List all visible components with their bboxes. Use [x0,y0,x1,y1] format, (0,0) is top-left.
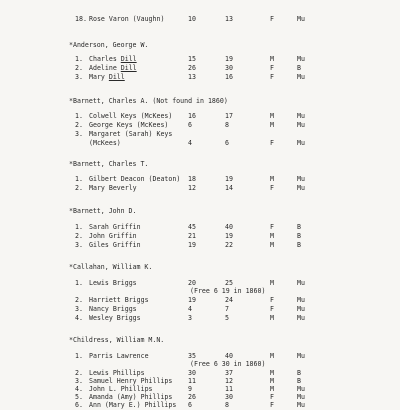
race-value: Mu [297,112,305,120]
sex-value: F [270,64,274,72]
slave-entry-row [0,130,400,139]
slave-entry-row [0,223,400,232]
age-est: 30 [225,64,233,72]
sex-value: M [270,279,274,287]
owner-heading [0,41,400,50]
entry-name: Amanda (Amy) Phillips [89,393,173,401]
race-value: Mu [297,296,305,304]
sex-value: F [270,401,274,409]
entry-name: Wesley Briggs [89,314,141,322]
race-value: B [297,223,301,231]
age-1860: 15 [188,55,196,63]
age-est: 8 [225,401,229,409]
entry-number: 6. [75,401,83,409]
entry-name: Charles Dill [89,55,137,63]
entry-name: Sarah Griffin [89,223,141,231]
age-est: 19 [225,55,233,63]
entry-number: 2. [75,232,83,240]
age-est: 30 [225,393,233,401]
entry-number: 1. [75,112,83,120]
age-est: 40 [225,352,233,360]
entry-number: 1. [75,55,83,63]
age-est: 22 [225,241,233,249]
race-value: Mu [297,279,305,287]
age-1860: 26 [188,64,196,72]
entry-number: 2. [75,121,83,129]
entry-name: Giles Griffin [89,241,141,249]
entry-name: Rose Varon (Vaughn) [89,15,165,23]
sex-value: M [270,377,274,385]
race-value: B [297,377,301,385]
entry-number: 1. [75,175,83,183]
owner-heading [0,263,400,272]
age-1860: 20 [188,279,196,287]
sex-value: M [270,314,274,322]
note-line [0,360,400,369]
entry-number: 18. [75,15,87,23]
race-value: Mu [297,15,305,23]
sex-value: M [270,385,274,393]
race-value: Mu [297,139,305,147]
entry-name: (McKees) [89,139,121,147]
entry-name: Gilbert Deacon (Deaton) [89,175,181,183]
age-1860: 19 [188,296,196,304]
entry-name: Colwell Keys (McKees) [89,112,173,120]
entry-name: Mary Beverly [89,184,137,192]
sex-value: M [270,232,274,240]
age-est: 37 [225,369,233,377]
slave-entry-row [0,15,400,24]
entry-name: John L. Phillips [89,385,153,393]
owner-name: *Barnett, Charles A. (Not found in 1860) [69,97,228,105]
race-value: B [297,369,301,377]
entry-name: Parris Lawrence [89,352,149,360]
slave-entry-row [0,55,400,64]
sex-value: M [270,55,274,63]
age-est: 13 [225,15,233,23]
slave-entry-row [0,296,400,305]
sex-value: F [270,73,274,81]
age-1860: 6 [188,401,192,409]
sex-value: M [270,369,274,377]
age-est: 11 [225,385,233,393]
owner-name: *Anderson, George W. [69,41,149,49]
entry-number: 3. [75,241,83,249]
entry-name: John Griffin [89,232,137,240]
sex-value: F [270,15,274,23]
age-est: 25 [225,279,233,287]
sex-value: F [270,296,274,304]
entry-number: 3. [75,377,83,385]
entry-number: 2. [75,64,83,72]
owner-name: *Barnett, Charles T. [69,160,149,168]
age-1860: 4 [188,305,192,313]
owner-name: *Childress, William M.N. [69,336,165,344]
age-1860: 18 [188,175,196,183]
age-est: 12 [225,377,233,385]
age-est: 17 [225,112,233,120]
free-note: (Free 6 19 in 1860) [190,287,266,295]
entry-name: Ann (Mary E.) Phillips [89,401,177,409]
race-value: Mu [297,121,305,129]
owner-heading [0,336,400,345]
owner-heading [0,97,400,106]
entry-number: 4. [75,385,83,393]
free-note: (Free 6 30 in 1860) [190,360,266,368]
race-value: Mu [297,305,305,313]
race-value: B [297,64,301,72]
entry-name: Samuel Henry Phillips [89,377,173,385]
age-1860: 19 [188,241,196,249]
age-est: 16 [225,73,233,81]
owner-name: *Callahan, William K. [69,263,153,271]
entry-number: 3. [75,130,83,138]
entry-number: 2. [75,369,83,377]
race-value: Mu [297,352,305,360]
race-value: Mu [297,175,305,183]
race-value: Mu [297,401,305,409]
entry-name: Nancy Briggs [89,305,137,313]
slave-entry-row [0,73,400,82]
race-value: Mu [297,385,305,393]
age-1860: 16 [188,112,196,120]
entry-name: Lewis Phillips [89,369,145,377]
slave-entry-row [0,401,400,410]
age-1860: 13 [188,73,196,81]
age-est: 7 [225,305,229,313]
entry-name: George Keys (McKees) [89,121,169,129]
owner-name: *Barnett, John D. [69,207,137,215]
entry-number: 1. [75,352,83,360]
sex-value: M [270,241,274,249]
slave-entry-row [0,64,400,73]
age-est: 5 [225,314,229,322]
entry-number: 3. [75,305,83,313]
race-value: Mu [297,314,305,322]
sex-value: M [270,352,274,360]
sex-value: M [270,112,274,120]
age-1860: 30 [188,369,196,377]
entry-name: Adeline Dill [89,64,137,72]
entry-number: 2. [75,184,83,192]
age-1860: 6 [188,121,192,129]
entry-number: 4. [75,314,83,322]
entry-number: 1. [75,279,83,287]
age-est: 19 [225,175,233,183]
slave-entry-row [0,232,400,241]
entry-name: Harriett Briggs [89,296,149,304]
age-1860: 3 [188,314,192,322]
note-line [0,287,400,296]
age-est: 40 [225,223,233,231]
sex-value: F [270,393,274,401]
race-value: Mu [297,184,305,192]
entry-number: 3. [75,73,83,81]
race-value: Mu [297,393,305,401]
slave-entry-row [0,112,400,121]
owner-heading [0,207,400,216]
slave-entry-row [0,121,400,130]
sex-value: F [270,139,274,147]
age-est: 14 [225,184,233,192]
age-1860: 45 [188,223,196,231]
age-1860: 21 [188,232,196,240]
entry-name: Lewis Briggs [89,279,137,287]
sex-value: F [270,223,274,231]
slave-entry-row [0,184,400,193]
race-value: Mu [297,55,305,63]
age-1860: 35 [188,352,196,360]
slave-entry-row [0,305,400,314]
race-value: B [297,232,301,240]
age-1860: 11 [188,377,196,385]
entry-number: 1. [75,223,83,231]
slave-entry-row [0,175,400,184]
entry-name: Mary Dill [89,73,125,81]
age-est: 19 [225,232,233,240]
slave-entry-row [0,241,400,250]
age-est: 24 [225,296,233,304]
race-value: Mu [297,73,305,81]
age-1860: 26 [188,393,196,401]
slave-entry-row [0,139,400,148]
entry-number: 2. [75,296,83,304]
age-est: 6 [225,139,229,147]
age-est: 8 [225,121,229,129]
age-1860: 10 [188,15,196,23]
race-value: B [297,241,301,249]
age-1860: 9 [188,385,192,393]
sex-value: M [270,121,274,129]
age-1860: 4 [188,139,192,147]
entry-name: Margaret (Sarah) Keys [89,130,173,138]
sex-value: M [270,175,274,183]
age-1860: 12 [188,184,196,192]
slave-entry-row [0,314,400,323]
owner-heading [0,160,400,169]
entry-number: 5. [75,393,83,401]
sex-value: F [270,184,274,192]
sex-value: F [270,305,274,313]
